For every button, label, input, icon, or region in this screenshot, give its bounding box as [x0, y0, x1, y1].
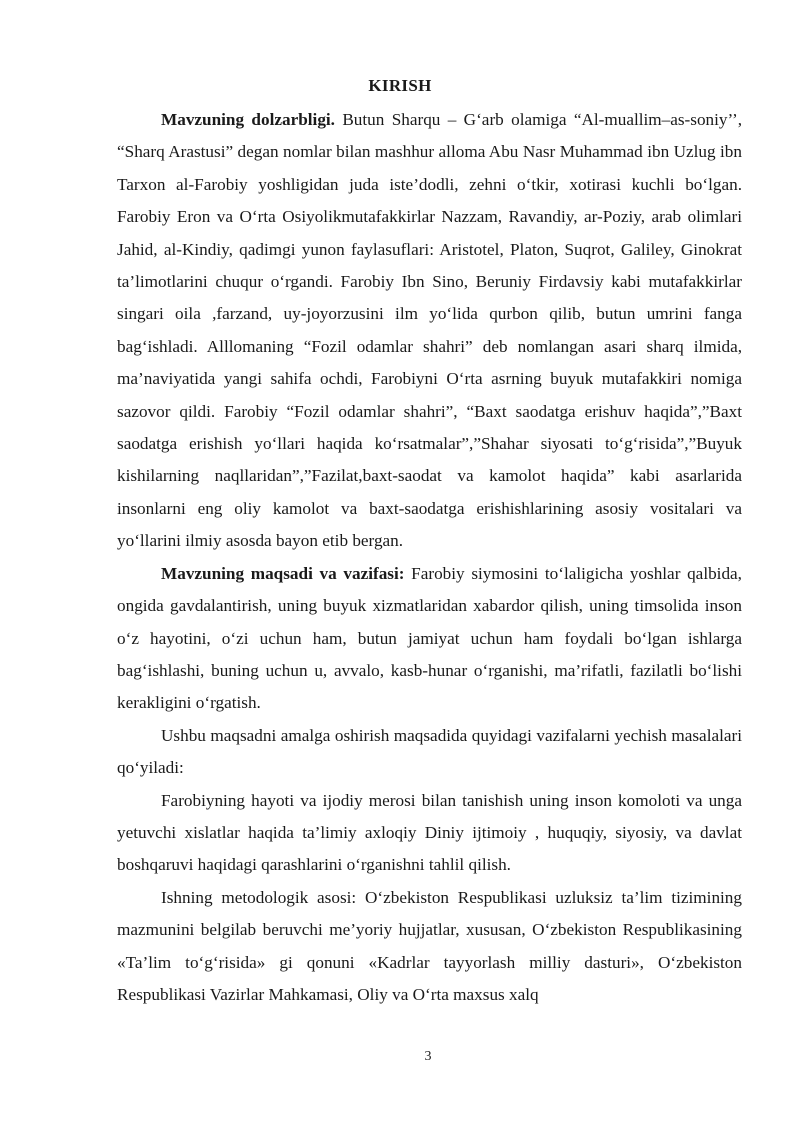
section-title: KIRISH [368, 76, 432, 95]
paragraph-relevance [117, 104, 742, 558]
paragraph-task [117, 785, 742, 882]
paragraph-lead: Mavzuning dolzarbligi. [161, 110, 335, 129]
paragraph-methodology [117, 882, 742, 1012]
page-number: 3 [424, 1049, 432, 1064]
paragraph-goal [117, 558, 742, 720]
paragraph-text: Butun Sharqu – G‘arb olamiga “Al-muallim–as-soniy’’, “Sharq Arastusi” degan nomlar bilan mashhur alloma Abu Nasr Muhammad ibn Uzlug ibn Tarxon al-Farobiy yoshligidan juda iste’dodli, zehni o‘tkir, xotirasi kuchli bo‘lgan. Farobiy Eron va O‘rta Osiyolikmutafakkirlar Nazzam, Ravandiy, ar-Poziy, arab olimlari Jahid, al-Kindiy, qadimgi yunon faylasuflari: Aristotel, Platon, Suqrot, Galiley, Ginokrat ta’limotlarini chuqur o‘rgandi. Farobiy Ibn Sino, Beruniy Firdavsiy kabi mutafakkirlar singari oila ,farzand, uy-joyorzusini ilm yo‘lida qurbon qilib, butun umrini fanga bag‘ishladi. Alllomaning “Fozil odamlar shahri” deb nomlangan asari sharq ilmida, ma’naviyatida yangi sahifa ochdi, Farobiyni O‘rta asrning buyuk mutafakkiri nomiga sazovor qildi. Farobiy “Fozil odamlar shahri”, “Baxt saodatga erishuv haqida”,”Baxt saodatga erishish yo‘llari haqida ko‘rsatmalar”,”Shahar siyosati to‘g‘risida”,”Buyuk kishilarning naqllaridan”,”Fazilat,baxt-saodat va kamolot haqida” kabi asarlarida insonlarni eng oliy kamolot va baxt-saodatga erishishlarining asosiy vositalari va yo‘llarini ilmiy asosda bayon etib bergan. [117, 110, 742, 551]
paragraph-text: Farobiy siymosini to‘laligicha yoshlar qalbida, ongida gavdalantirish, uning buyuk xizmatlaridan xabardor qilish, uning timsolida inson o‘z hayotini, o‘zi uchun ham, butun jamiyat uchun ham foydali bo‘lgan ishlarga bag‘ishlashi, buning uchun u, avvalo, kasb-hunar o‘rganishi, ma’rifatli, fazilatli bo‘lishi kerakligini o‘rgatish. [117, 563, 742, 713]
paragraph-text: Ushbu maqsadni amalga oshirish maqsadida quyidagi vazifalarni yechish masalalari qo‘yiladi: [117, 725, 742, 778]
paragraph-text: Farobiyning hayoti va ijodiy merosi bilan tanishish uning inson komoloti va unga yetuvchi xislatlar haqida ta’limiy axloqiy Diniy ijtimoiy , huquqiy, siyosiy, va davlat boshqaruvi haqidagi qarashlarini o‘rganishni tahlil qilish. [117, 790, 742, 875]
paragraph-tasks-intro [117, 720, 742, 785]
body-text [117, 104, 742, 1011]
paragraph-text: Ishning metodologik asosi: O‘zbekiston Respublikasi uzluksiz ta’lim tizimining mazmunini belgilab beruvchi me’yoriy hujjatlar, xususan, O‘zbekiston Respublikasining «Ta’lim to‘g‘risida» gi qonuni «Kadrlar tayyorlash milliy dasturi», O‘zbekiston Respublikasi Vazirlar Mahkamasi, Oliy va O‘rta maxsus xalq [117, 887, 742, 1004]
paragraph-lead: Mavzuning maqsadi va vazifasi: [161, 563, 405, 583]
